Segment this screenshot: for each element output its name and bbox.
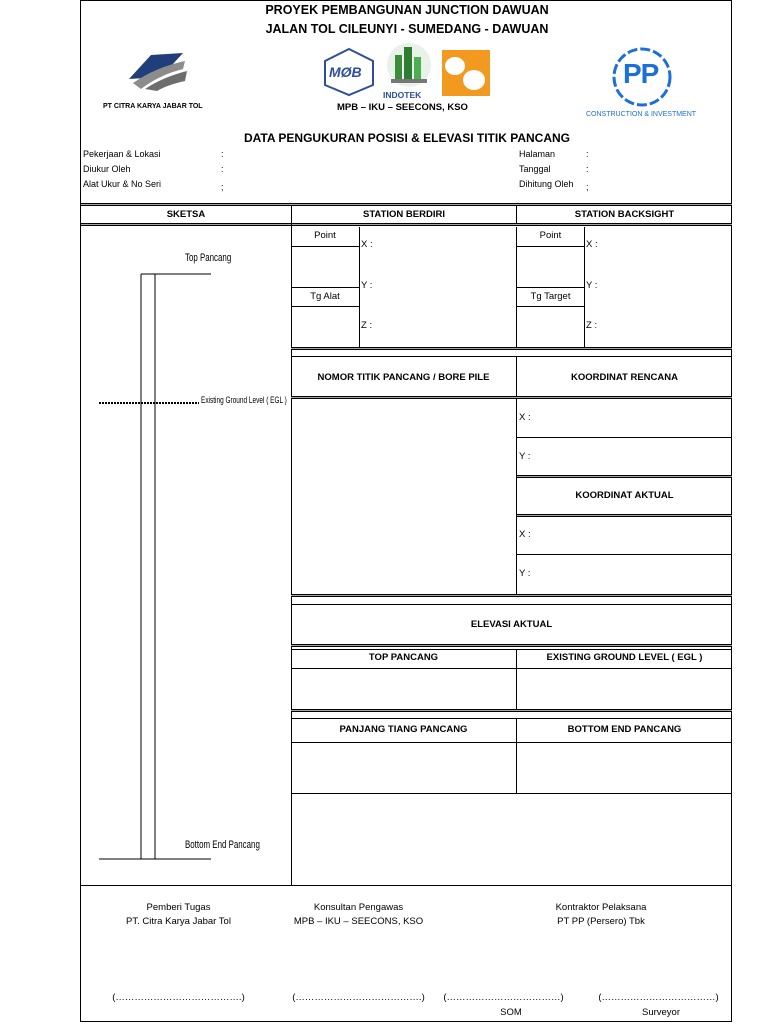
station-backsight-z: Z : [586, 320, 598, 331]
citra-karya-jabar-tol-logo [121, 49, 191, 94]
seecons-logo [441, 49, 491, 97]
rule [81, 223, 732, 226]
divider [359, 227, 360, 347]
sketch-label-egl: Existing Ground Level ( EGL ) [201, 395, 287, 405]
panjang-tiang-header: PANJANG TIANG PANCANG [339, 724, 468, 735]
rule [517, 554, 732, 555]
station-backsight-tg-label: Tg Target [530, 291, 571, 302]
rule [291, 604, 732, 605]
sketch-label-top: Top Pancang [185, 252, 232, 264]
rule [291, 644, 732, 647]
divider [584, 227, 585, 347]
info-label-alat: Alat Ukur & No Seri [83, 179, 162, 189]
station-berdiri-z: Z : [361, 320, 373, 331]
rule [291, 709, 732, 712]
info-sep: ; [586, 182, 589, 192]
egl-header: EXISTING GROUND LEVEL ( EGL ) [546, 652, 703, 663]
nomor-titik-header: NOMOR TITIK PANCANG / BORE PILE [317, 372, 490, 383]
rule [81, 885, 732, 886]
project-subtitle: JALAN TOL CILEUNYI - SUMEDANG - DAWUAN [265, 22, 549, 36]
pp-logo-text: PP [623, 58, 659, 89]
elevasi-aktual-header: ELEVASI AKTUAL [470, 619, 553, 630]
mob-logo-text: MØB [329, 64, 362, 80]
signature-blank-3: (………………………………) [443, 992, 564, 1003]
info-label-diukur: Diukur Oleh [83, 164, 131, 174]
mob-logo [321, 47, 377, 97]
rule [517, 514, 732, 517]
rule [517, 246, 584, 247]
pp-logo-caption: CONSTRUCTION & INVESTMENT [586, 111, 697, 118]
signature-blank-1: (………………………………….) [112, 992, 245, 1003]
info-label-dihitung: Dihitung Oleh [519, 179, 574, 189]
rule [291, 356, 732, 357]
station-berdiri-point-label: Point [314, 230, 336, 241]
rule [517, 287, 584, 288]
rule [291, 718, 732, 719]
signature-role-3: Kontraktor Pelaksana [555, 902, 647, 913]
sketch-label-bottom: Bottom End Pancang [185, 839, 260, 851]
koordinat-aktual-x: X : [519, 529, 531, 540]
station-berdiri-tg-label: Tg Alat [310, 291, 340, 302]
signature-role-1: Pemberi Tugas [146, 902, 211, 913]
top-pancang-header: TOP PANCANG [368, 652, 439, 663]
column-header-station-berdiri: STATION BERDIRI [363, 209, 445, 220]
koordinat-aktual-header: KOORDINAT AKTUAL [575, 490, 674, 501]
info-label-tanggal: Tanggal [519, 164, 551, 174]
info-sep: : [221, 164, 224, 174]
signature-org-1: PT. Citra Karya Jabar Tol [126, 916, 231, 927]
rule [291, 793, 732, 794]
kso-caption: MPB – IKU – SEECONS, KSO [337, 102, 468, 113]
bottom-end-header: BOTTOM END PANCANG [567, 724, 682, 735]
station-berdiri-y: Y : [361, 280, 373, 291]
divider [291, 206, 292, 886]
koordinat-rencana-y: Y : [519, 451, 531, 462]
rule [291, 306, 359, 307]
form-page [80, 0, 732, 1022]
info-label-halaman: Halaman [519, 149, 556, 159]
rule [291, 594, 732, 597]
rule [291, 668, 732, 669]
signature-title-som: SOM [500, 1007, 522, 1018]
rule [291, 246, 359, 247]
koordinat-rencana-x: X : [519, 412, 531, 423]
citra-karya-jabar-tol-caption: PT CITRA KARYA JABAR TOL [103, 103, 203, 110]
pp-logo [611, 47, 673, 109]
rule [517, 437, 732, 438]
station-berdiri-x: X : [361, 239, 373, 250]
column-header-sketsa: SKETSA [166, 209, 206, 220]
project-title: PROYEK PEMBANGUNAN JUNCTION DAWUAN [265, 3, 549, 17]
station-backsight-point-label: Point [539, 230, 562, 241]
pile-sketch [99, 256, 289, 876]
info-label-pekerjaan: Pekerjaan & Lokasi [83, 149, 161, 159]
rule [291, 347, 732, 350]
rule [291, 649, 732, 650]
rule [517, 306, 584, 307]
rule [291, 396, 732, 399]
info-sep: : [221, 149, 224, 159]
rule [81, 203, 732, 206]
signature-blank-2: (………………………………….) [292, 992, 425, 1003]
signature-org-2: MPB – IKU – SEECONS, KSO [293, 916, 424, 927]
signature-role-2: Konsultan Pengawas [313, 902, 404, 913]
divider [516, 206, 517, 223]
info-sep: : [586, 164, 589, 174]
signature-title-surveyor: Surveyor [641, 1007, 680, 1018]
station-backsight-x: X : [586, 239, 598, 250]
rule [517, 475, 732, 478]
form-title: DATA PENGUKURAN POSISI & ELEVASI TITIK PANCANG [243, 131, 570, 145]
info-sep: : [586, 149, 589, 159]
indotek-caption: INDOTEK [383, 90, 422, 100]
rule [291, 287, 359, 288]
indotek-logo [383, 41, 435, 91]
info-sep: ; [221, 182, 224, 192]
station-backsight-y: Y : [586, 280, 598, 291]
rule [291, 742, 732, 743]
signature-org-3: PT PP (Persero) Tbk [557, 916, 645, 927]
column-header-station-backsight: STATION BACKSIGHT [574, 209, 675, 220]
koordinat-rencana-header: KOORDINAT RENCANA [571, 372, 678, 383]
koordinat-aktual-y: Y : [519, 568, 531, 579]
signature-blank-4: (………………………………) [598, 992, 719, 1003]
